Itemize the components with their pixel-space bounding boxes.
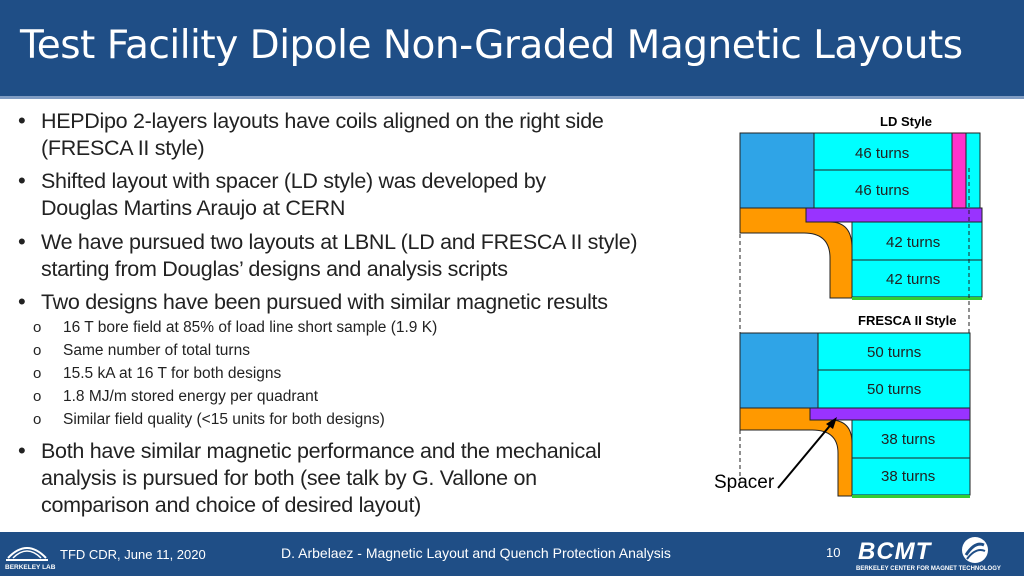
ld-blue-block: [740, 133, 814, 208]
ld-turn-label: 46 turns: [855, 182, 910, 199]
fresca-green-line: [852, 495, 970, 498]
bullet-5-line-3: comparison and choice of desired layout): [41, 493, 421, 517]
ld-turn-label: 42 turns: [886, 271, 941, 288]
ld-green-line: [852, 297, 982, 300]
sub-bullet-marker: o: [33, 411, 42, 428]
fresca-style-label: FRESCA II Style: [858, 313, 957, 328]
footer-presenter: D. Arbelaez - Magnetic Layout and Quench Protection Analysis: [281, 545, 671, 561]
footer-date: TFD CDR, June 11, 2020: [60, 547, 206, 562]
bullet-2-line-1: Shifted layout with spacer (LD style) was developed by: [41, 169, 546, 193]
bcmt-subtitle: BERKELEY CENTER FOR MAGNET TECHNOLOGY: [856, 566, 1001, 572]
title-divider: [0, 96, 1024, 99]
bullet-marker: •: [18, 289, 26, 314]
page-title: Test Facility Dipole Non-Graded Magnetic Layouts: [20, 23, 963, 68]
bullet-3-line-2: starting from Douglas’ designs and analysis scripts: [41, 257, 508, 281]
ld-turn-label: 46 turns: [855, 145, 910, 162]
fresca-turn-label: 38 turns: [881, 431, 936, 448]
berkeley-lab-name: BERKELEY LAB: [5, 564, 56, 571]
bcmt-logo-text: BCMT: [858, 538, 932, 565]
sub-bullet-4: 1.8 MJ/m stored energy per quadrant: [63, 388, 319, 405]
ld-style-label: LD Style: [880, 114, 933, 129]
sub-bullet-marker: o: [33, 319, 42, 336]
sub-bullet-1: 16 T bore field at 85% of load line short sample (1.9 K): [63, 319, 438, 336]
fresca-turn-label: 38 turns: [881, 468, 936, 485]
spacer-label: Spacer: [714, 472, 775, 493]
sub-bullet-marker: o: [33, 388, 42, 405]
ld-turn-label: 42 turns: [886, 234, 941, 251]
spacer-arrow: [778, 422, 833, 488]
bullet-2-line-2: Douglas Martins Araujo at CERN: [41, 196, 346, 220]
bullet-3-line-1: We have pursued two layouts at LBNL (LD and FRESCA II style): [41, 230, 638, 254]
sub-bullet-marker: o: [33, 365, 42, 382]
title-bar: [0, 0, 1024, 96]
footer-bar: [0, 532, 1024, 576]
page-number: 10: [826, 545, 841, 560]
fresca-turn-label: 50 turns: [867, 381, 922, 398]
ld-magenta-strip: [952, 133, 966, 208]
bullet-1-line-2: (FRESCA II style): [41, 136, 205, 160]
berkeley-lab-logo-icon: [4, 536, 50, 564]
bullet-marker: •: [18, 168, 26, 193]
bullet-5-line-1: Both have similar magnetic performance and the mechanical: [41, 439, 602, 463]
bullet-marker: •: [18, 229, 26, 254]
bullet-5-line-2: analysis is pursued for both (see talk by G. Vallone on: [41, 466, 537, 490]
sub-bullet-5: Similar field quality (<15 units for both designs): [63, 411, 385, 428]
ld-edge-block: [966, 133, 980, 208]
fresca-purple-layer: [810, 408, 970, 420]
sub-bullet-marker: o: [33, 342, 42, 359]
ld-purple-layer: [806, 208, 982, 222]
fresca-blue-block: [740, 333, 818, 408]
coil-layout-diagram: [700, 108, 1000, 508]
sub-bullet-2: Same number of total turns: [63, 342, 250, 359]
bcmt-logo-icon: [960, 535, 990, 565]
bullet-marker: •: [18, 108, 26, 133]
sub-bullet-3: 15.5 kA at 16 T for both designs: [63, 365, 282, 382]
bullet-1-line-1: HEPDipo 2-layers layouts have coils aligned on the right side: [41, 109, 604, 133]
fresca-turn-label: 50 turns: [867, 344, 922, 361]
bullet-4-line-1: Two designs have been pursued with similar magnetic results: [41, 290, 608, 314]
bullet-marker: •: [18, 438, 26, 463]
